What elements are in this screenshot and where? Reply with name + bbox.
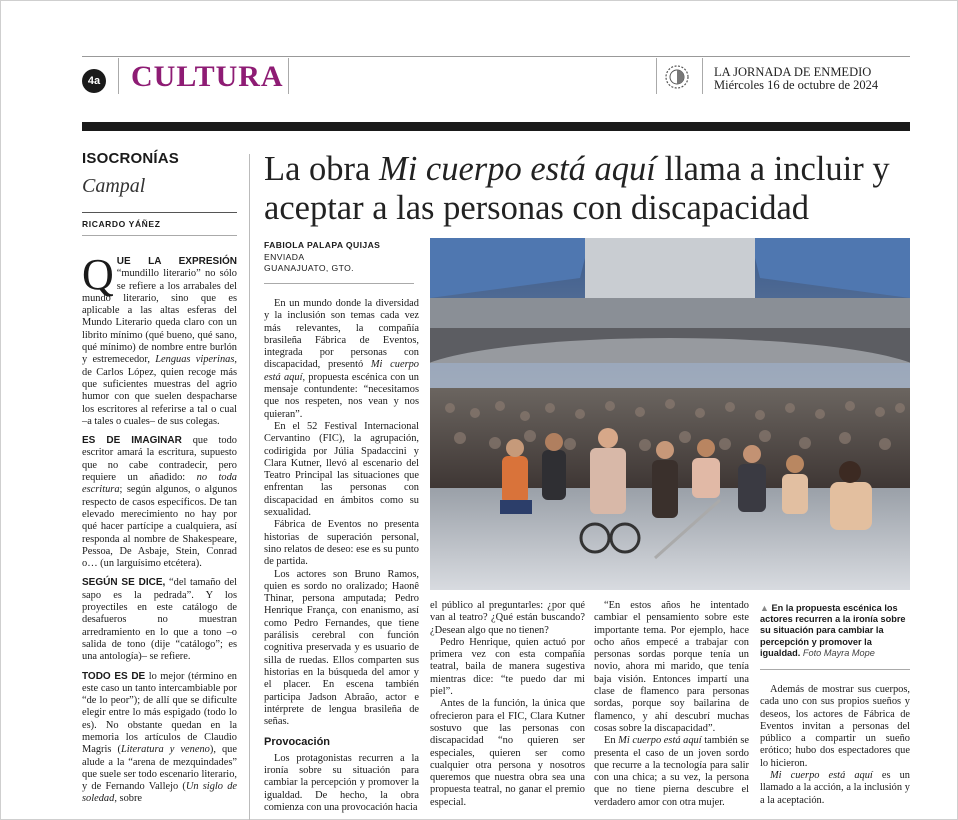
- article-paragraph: Fábrica de Eventos no presenta historias de superación personal, sino relatos de deseo: ese es su punto de partida.: [264, 519, 419, 568]
- header-divider: [288, 58, 289, 94]
- headline-work-title: Mi cuerpo está aquí: [378, 150, 656, 188]
- article-paragraph: “En estos años he intentado cambiar el pensamiento sobre este importante tema. Por ejemplo, hace ocho años empecé a trabajar con personas sordas porque tenía un novio, ahora mi marido, que tenía baja visión. Entonces impartí una clase de flamenco para personas sordas, porque soy bailarina de flamenco, y ahí descubrí muchas cosas sobre la discapacidad”.: [594, 600, 749, 734]
- column-author: RICARDO YÁÑEZ: [82, 219, 161, 229]
- article-paragraph: el público al preguntarles: ¿por qué van al teatro? ¿Qué están buscando? ¿Desean algo que no tienen?: [430, 600, 585, 636]
- column-divider: [249, 154, 250, 820]
- book-title: Un siglo de soledad: [82, 781, 237, 805]
- publication-info: [714, 66, 878, 92]
- header-divider: [702, 58, 703, 94]
- article-byline: [264, 240, 424, 275]
- author-rule: [82, 212, 237, 213]
- photo-caption: [760, 603, 910, 659]
- work-title: Mi cuerpo está aquí: [770, 770, 873, 782]
- paragraph-text: que todo escritor amará la escritura, supuesto que no cabe contradecir, pero requiere un añadido:: [82, 435, 238, 484]
- paragraph-text: “mundillo literario” no sólo se refiere a los arrabales del mundo literario, sino que es aplicable a las altas esferas del Mundo Literario queda claro con un librito mínimo (qué bueno, qué sano, qué mínimo) de nombre entre burlón y estremecedor,: [82, 268, 237, 366]
- column-body: [82, 250, 238, 806]
- paragraph-text: , de Carlos López, quien recoge más que suficientes muestras del agrio humor con que suelen despacharse los escritores al referirse a tal o cual –a tales o cuales– de sus colegas.: [82, 354, 237, 427]
- article-column-3: [594, 600, 749, 809]
- italic-text: no toda escritura: [82, 472, 238, 496]
- section-title: CULTURA: [131, 60, 284, 93]
- article-paragraph: Además de mostrar sus cuerpos, cada uno con sus propios sueños y deseos, los actores de Fábrica de Eventos invitan a personas del público a compartir un sueño erótico; hubo dos espectadores que lo hicieron.: [760, 684, 910, 769]
- caption-text: En la propuesta escénica los actores recurren a la ironía sobre su situación para cambiar la percepción y promover la igualdad.: [760, 603, 906, 658]
- paragraph-text: En: [604, 735, 619, 747]
- byline-rule: [264, 283, 414, 284]
- paragraph-text: En un mundo donde la diversidad y la inclusión son temas cada vez más relevantes, la compañía brasileña Fábrica de Eventos, integrada por personas con discapacidad, presentó: [264, 298, 419, 371]
- book-title: Lenguas viperinas: [155, 354, 235, 366]
- theater-stage-photo: [430, 238, 910, 590]
- book-title: Literatura y veneno: [120, 744, 210, 756]
- author-rule: [82, 235, 237, 236]
- article-paragraph: Los actores son Bruno Ramos, quien es sordo no oralizado; Haonê Thinar, persona amputada; Pedro Henrique França, con enanismo, así como Pedro Fernandes, que tiene parálisis cerebral con función cognitiva preservada y es usuario de silla de ruedas. Ellos comparten sus historias en la búsqueda del amor y el placer. En escena también participa Jadson Abraão, actor e intérprete de lengua brasileña de señas.: [264, 568, 419, 728]
- article-paragraph: [760, 770, 910, 807]
- article-subhead: Provocación: [264, 736, 331, 749]
- article-paragraph: Antes de la función, la única que ofrecieron para el FIC, Clara Kutner sostuvo que las personas con discapacidad “no quieren ser especiales, quieren ser como cualquier otra persona y nosotros queremos que nuestra obra sea una propuesta teatral, no ganar el premio especial.: [430, 698, 585, 808]
- paragraph-lead: TODO ES DE: [82, 670, 146, 682]
- column-title: ISOCRONÍAS: [82, 150, 180, 167]
- paragraph-text: , propuesta escénica con un mensaje contundente: “necesitamos que nos respeten, nos vean y nos quieran”.: [264, 371, 419, 420]
- header-top-rule: [82, 56, 910, 57]
- column-paragraph: [82, 671, 237, 806]
- paragraph-text: lo mejor (término en este caso un tanto intercambiable por “de lo peor”); de allí que se dificulte elegir entre lo más espigado (todo lo es). No obstante quedan en la memoria los artículos de Claudio Magris (: [82, 670, 237, 756]
- caption-marker-icon: ▲: [760, 603, 769, 613]
- column-paragraph: [82, 435, 237, 570]
- paragraph-text: ), que alude a la “arena de mezquindades” que suele ser todo escenario literario, y de Fernando Vallejo (: [82, 744, 237, 793]
- newspaper-logo-icon: [663, 63, 691, 91]
- opinion-column: [82, 150, 237, 806]
- column-paragraph: [82, 250, 237, 428]
- header-divider: [118, 58, 119, 94]
- work-title: Mi cuerpo está aquí: [618, 735, 702, 747]
- publication-date: Miércoles 16 de octubre de 2024: [714, 78, 879, 92]
- paragraph-lead: UE LA EXPRESIÓN: [116, 256, 237, 267]
- headline-text: llama a incluir y aceptar a las personas con discapacidad: [264, 150, 890, 227]
- publication-name: LA JORNADA DE ENMEDIO: [714, 65, 872, 79]
- article-headline: [264, 150, 914, 228]
- paragraph-text: también se presenta el caso de un joven sordo que recurre a la tecnología para salir con una chica; a su vez, la persona que no tiene pierna descubre el verdadero amor con otra mujer.: [594, 735, 750, 808]
- paragraph-text: , sobre: [114, 793, 143, 805]
- article-column-4: [760, 684, 910, 807]
- caption-rule: [760, 669, 910, 670]
- column-subtitle: Campal: [82, 175, 146, 197]
- byline-role: ENVIADA: [264, 251, 305, 262]
- byline-name: FABIOLA PALAPA QUIJAS: [264, 240, 381, 250]
- article-paragraph: Pedro Henrique, quien actuó por primera vez con esta compañía teatral, baila de manera sugestiva mientras dice: “te puedo dar mi piel”.: [430, 636, 585, 698]
- column-paragraph: [82, 577, 237, 663]
- paragraph-text: ; según algunos, o algunos respecto de casos específicos. De tan elevado merecimiento no hay por qué hacer partícipe a cualquiera, así responda al nombre de Shakespeare, Pessoa, De Asbaje, Stein, Conrad o… (un larguísimo etcétera).: [82, 484, 237, 570]
- article-column-2: [430, 600, 585, 809]
- article-paragraph: Los protagonistas recurren a la ironía sobre su situación para cambiar la percepción y promover la igualdad. De hecho, la obra comienza con una provocación hacia: [264, 752, 419, 813]
- header-divider: [656, 58, 657, 94]
- article-column-1: [264, 298, 419, 814]
- paragraph-lead: SEGÚN SE DICE,: [82, 577, 166, 589]
- article-paragraph: [264, 298, 419, 421]
- article-photo: [430, 238, 910, 590]
- paragraph-lead: ES DE IMAGINAR: [82, 435, 182, 447]
- work-title: Mi cuerpo está aquí: [264, 359, 419, 383]
- article-paragraph: En el 52 Festival Internacional Cervantino (FIC), la agrupación, codirigida por Júlia Spadaccini y Clara Kutner, llevó al escenario del Teatro Principal las situaciones que enfrentan las personas con discapacidad en ámbitos como su sexualidad.: [264, 420, 419, 519]
- paragraph-text: es un llamado a la acción, a la inclusión y a la aceptación.: [760, 770, 910, 806]
- drop-cap: Q: [82, 250, 114, 299]
- article-paragraph: [594, 735, 749, 809]
- page-number-badge: 4a: [82, 69, 106, 93]
- headline-text: La obra: [264, 150, 379, 188]
- header-thick-rule: [82, 122, 910, 131]
- paragraph-text: “del tamaño del sapo es la pedrada”. Y los proyectiles en este catálogo de desafueros no muestran arredramiento en lo que a tono –o salida de tono (dije “catálogo”; es una antología)– se refiere.: [82, 577, 237, 663]
- byline-place: GUANAJUATO, GTO.: [264, 263, 354, 273]
- photo-credit: Foto Mayra Mope: [800, 647, 875, 658]
